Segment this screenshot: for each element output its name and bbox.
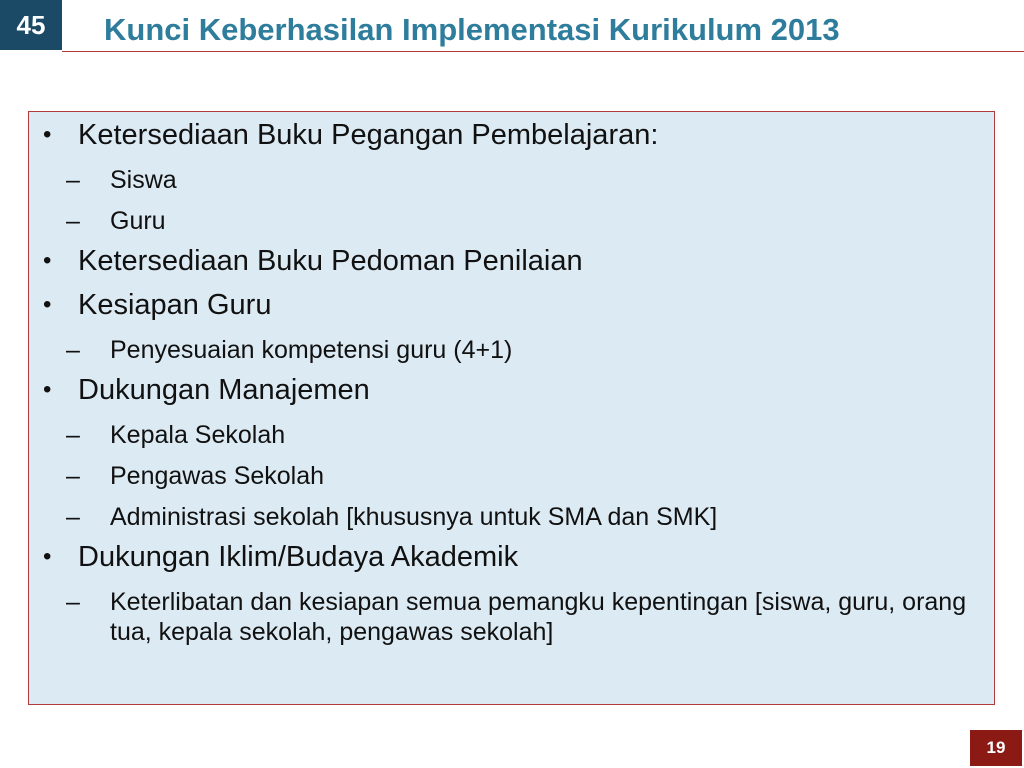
bullet-dot-icon: • <box>43 247 52 274</box>
bullet-text: Kesiapan Guru <box>78 289 272 321</box>
bullet-dot-icon: • <box>43 376 52 403</box>
bullet-item <box>43 538 974 647</box>
sub-bullet-item <box>43 587 974 647</box>
sub-bullet-item <box>43 165 974 195</box>
bullet-item <box>43 286 974 365</box>
sub-bullet-text: Pengawas Sekolah <box>110 462 325 490</box>
sub-bullet-item <box>43 420 974 450</box>
sub-bullet-item <box>43 502 974 532</box>
bullet-text: Dukungan Manajemen <box>78 374 370 406</box>
sub-bullet-text: Penyesuaian kompetensi guru (4+1) <box>110 336 513 364</box>
bullet-text: Ketersediaan Buku Pegangan Pembelajaran: <box>78 119 659 151</box>
sub-bullet-text: Kepala Sekolah <box>110 421 286 449</box>
bullet-item <box>43 371 974 532</box>
sub-bullet-list <box>66 335 974 365</box>
bullet-text: Dukungan Iklim/Budaya Akademik <box>78 541 519 573</box>
sub-bullet-item <box>43 335 974 365</box>
bullet-list <box>43 116 974 647</box>
sub-bullet-list <box>66 165 974 236</box>
bullet-item <box>43 116 974 236</box>
sub-bullet-text: Administrasi sekolah [khususnya untuk SMA dan SMK] <box>110 503 718 531</box>
bullet-dot-icon: • <box>43 543 52 570</box>
slide-number-text: 45 <box>16 10 46 40</box>
dash-icon: – <box>66 207 80 235</box>
sub-bullet-item <box>43 206 974 236</box>
title-divider <box>62 51 1024 52</box>
sub-bullet-text: Siswa <box>110 166 177 194</box>
page-number-badge <box>970 730 1022 766</box>
dash-icon: – <box>66 166 80 194</box>
slide-number-badge <box>0 0 62 50</box>
bullet-dot-icon: • <box>43 121 52 148</box>
dash-icon: – <box>66 588 80 616</box>
content-box <box>28 111 995 705</box>
bullet-dot-icon: • <box>43 291 52 318</box>
dash-icon: – <box>66 503 80 531</box>
sub-bullet-text: Guru <box>110 207 166 235</box>
sub-bullet-list <box>66 420 974 532</box>
sub-bullet-item <box>43 461 974 491</box>
sub-bullet-text: Keterlibatan dan kesiapan semua pemangku kepentingan [siswa, guru, orang tua, kepala sekolah, pengawas sekolah] <box>110 588 967 646</box>
dash-icon: – <box>66 421 80 449</box>
bullet-text: Ketersediaan Buku Pedoman Penilaian <box>78 245 583 277</box>
page-title: Kunci Keberhasilan Implementasi Kurikulum 2013 <box>104 12 840 47</box>
sub-bullet-list <box>66 587 974 647</box>
dash-icon: – <box>66 462 80 490</box>
dash-icon: – <box>66 336 80 364</box>
page-number-text: 19 <box>986 738 1006 757</box>
bullet-item <box>43 242 974 280</box>
